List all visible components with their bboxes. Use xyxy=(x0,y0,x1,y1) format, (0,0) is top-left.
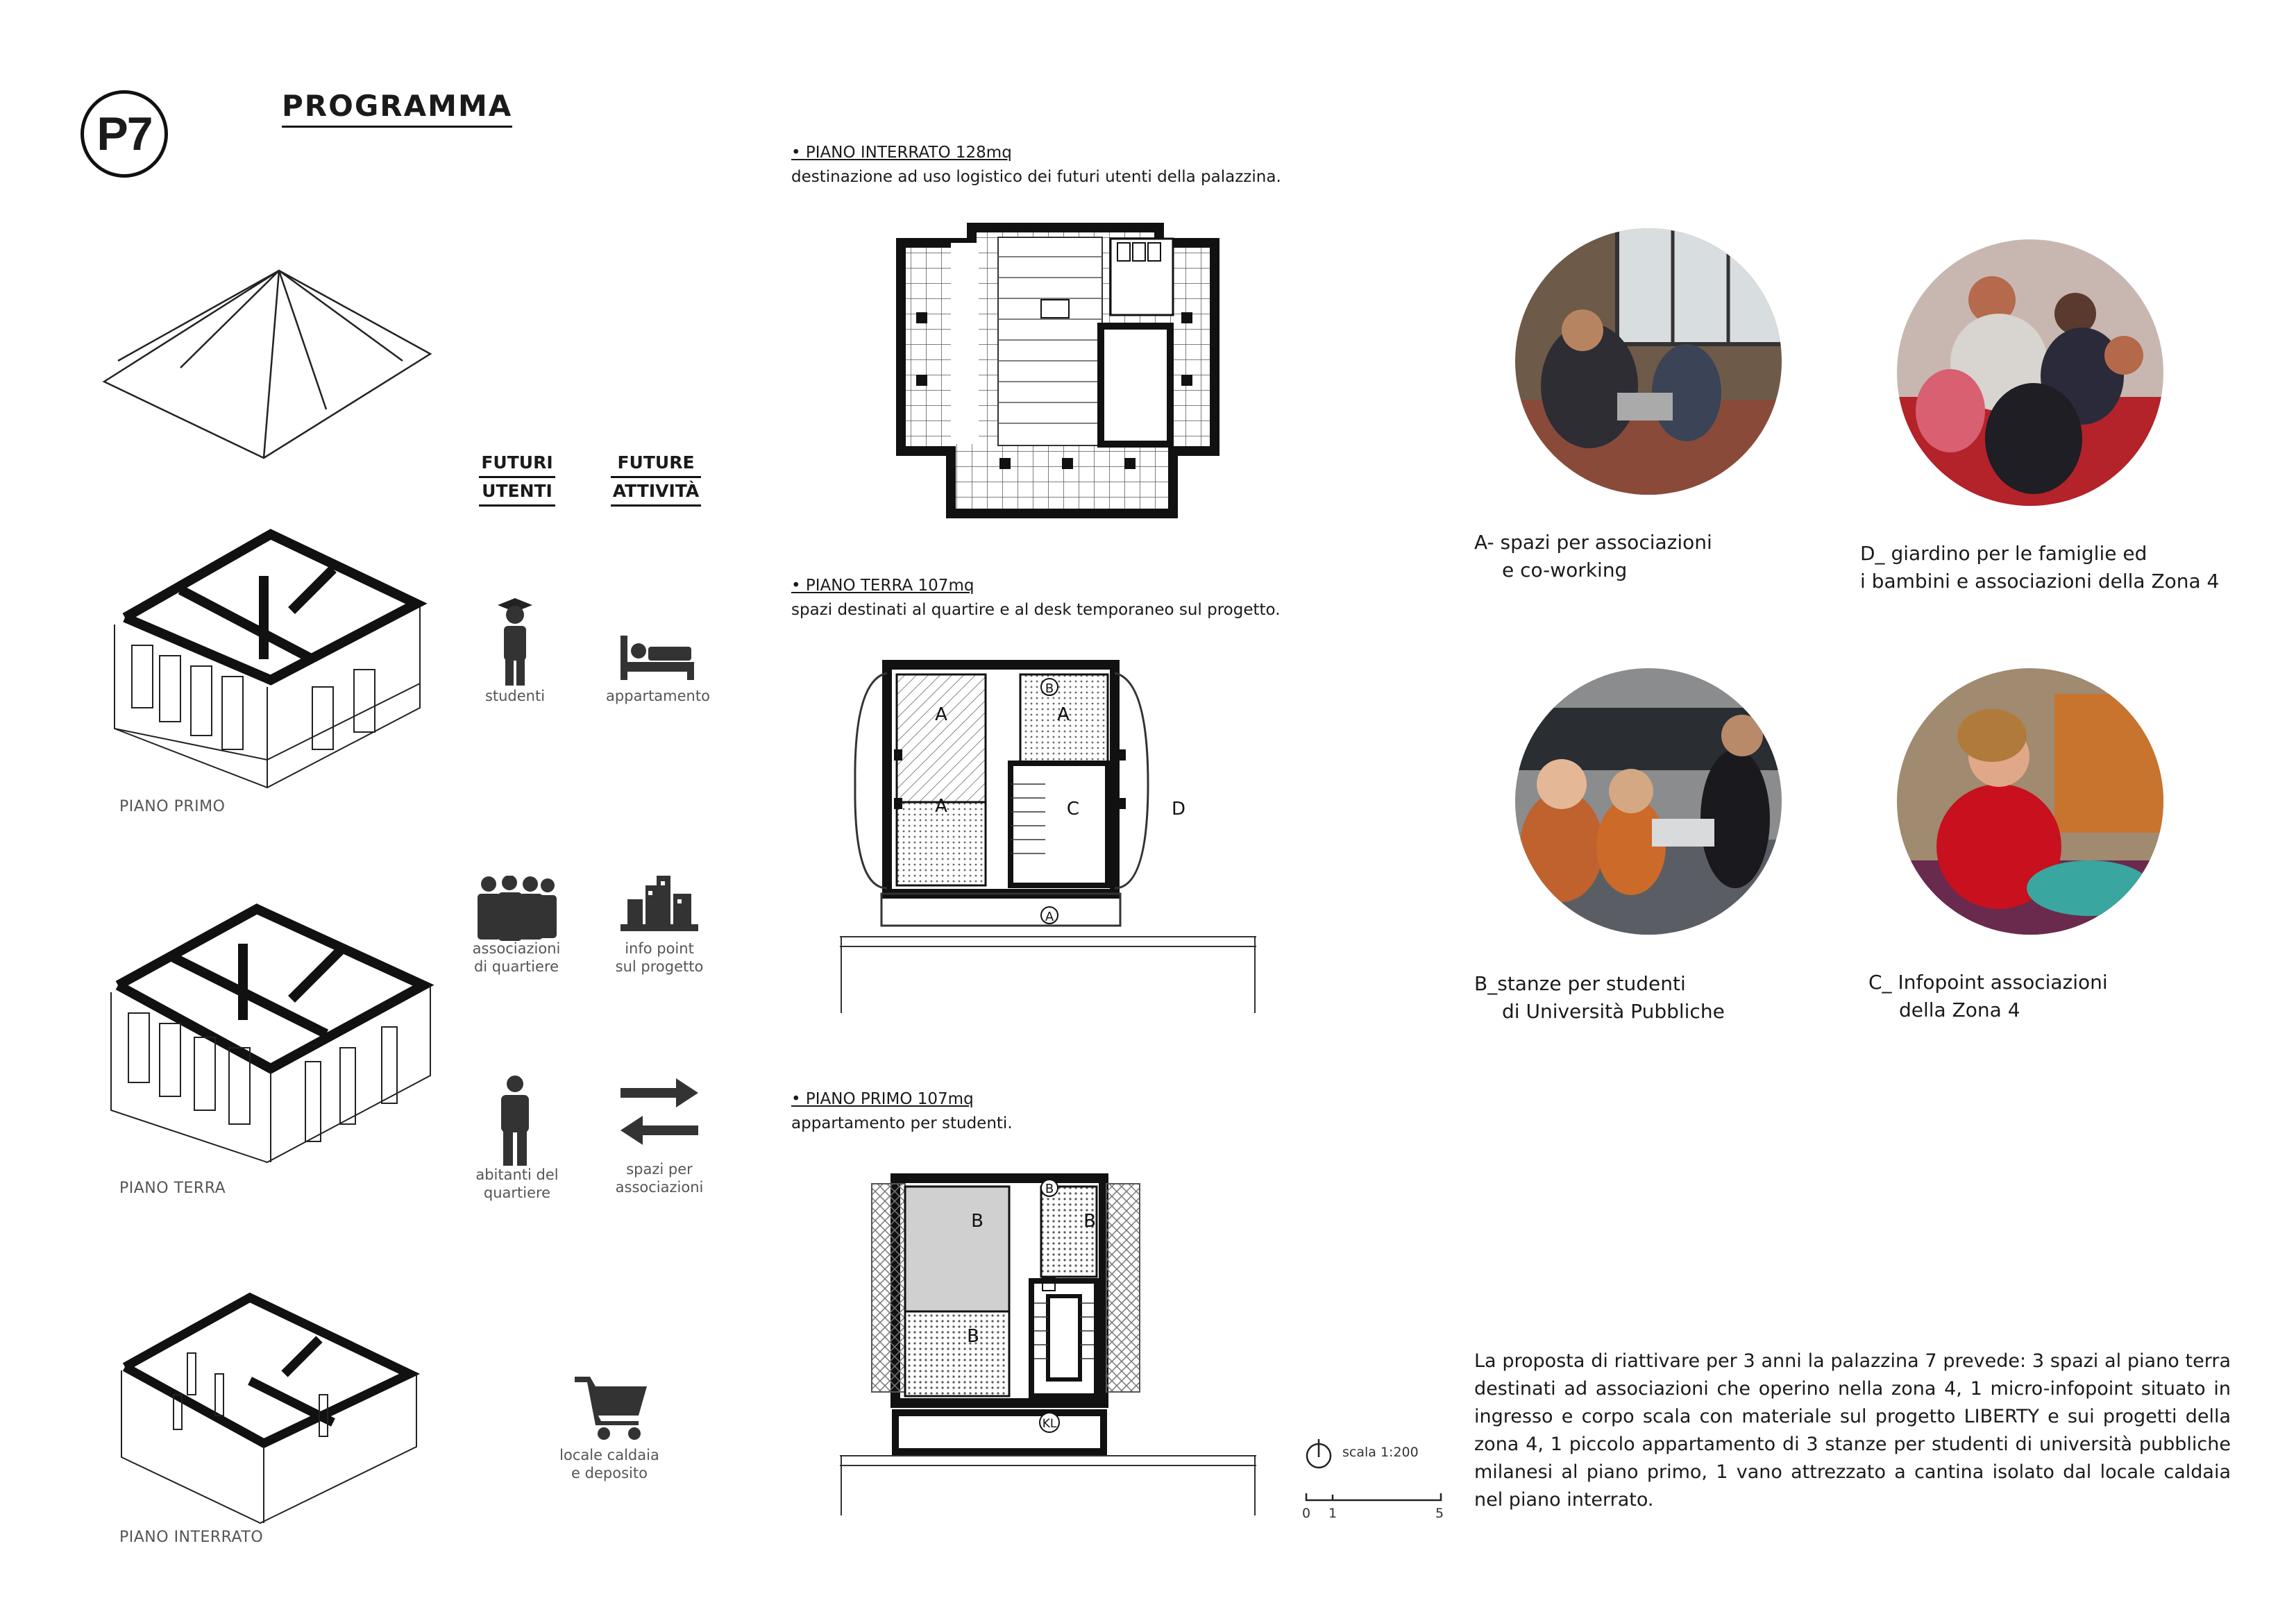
caption-circle-c: C_ Infopoint associazioni della Zona 4 xyxy=(1868,971,2108,1021)
header-future-attivita: FUTURE ATTIVITÀ xyxy=(611,450,701,507)
room-label-b-2: B xyxy=(1083,1211,1096,1232)
label-piano-interrato: PIANO INTERRATO xyxy=(119,1529,264,1546)
caption-infopoint: info point sul progetto xyxy=(615,940,704,975)
axon-piano-primo xyxy=(104,527,444,791)
room-label-b-1: B xyxy=(971,1211,984,1232)
caption-spazi: spazi per associazioni xyxy=(615,1161,704,1196)
plan-interrato xyxy=(895,222,1222,520)
resident-icon xyxy=(496,1076,534,1167)
description-paragraph: La proposta di riattivare per 3 anni la palazzina 7 prevede: 3 spazi al piano terra destinati ad associazioni che operino nella zona 4, 1 micro-infopoint situato in ingresso e corpo scala con materiale sul progetto LIBERTY e sui progetti della zona 4, 1 piccolo appartamento di 3 stanze per studenti di università pubbliche milanesi al piano primo, 1 vano attrezzato a cantina isolato dal locale caldaia nel piano interrato. xyxy=(1474,1350,2231,1511)
plan-sub-terra: spazi destinati al quartire e al desk temporaneo sul progetto. xyxy=(791,601,1281,619)
scale-tick-1: 1 xyxy=(1328,1506,1337,1521)
room-label-a-3: A xyxy=(1057,704,1070,725)
community-group-icon xyxy=(475,876,558,941)
student-icon xyxy=(494,598,536,688)
plan-sub-primo: appartamento per studenti. xyxy=(791,1114,1013,1132)
caption-abitanti: abitanti del quartiere xyxy=(475,1166,559,1201)
roof-axonometric xyxy=(97,257,458,465)
plan-title-interrato: • PIANO INTERRATO 128mq xyxy=(791,144,1012,162)
room-label-c: C xyxy=(1066,799,1080,819)
label-piano-terra: PIANO TERRA xyxy=(119,1180,226,1197)
scale-label: scala 1:200 xyxy=(1342,1445,1419,1460)
page-title: PROGRAMMA xyxy=(282,89,512,128)
shopping-cart-icon xyxy=(575,1377,647,1441)
caption-studenti: studenti xyxy=(484,688,546,704)
scale-bar xyxy=(1305,1492,1444,1506)
plan-primo xyxy=(840,1157,1270,1518)
room-label-a-2: A xyxy=(935,796,947,817)
label-piano-primo: PIANO PRIMO xyxy=(119,798,226,815)
north-arrow-icon xyxy=(1305,1436,1333,1471)
photo-garden-families xyxy=(1895,237,2166,508)
plan-sub-interrato: destinazione ad uso logistico dei futuri utenti della palazzina. xyxy=(791,168,1281,186)
badge-text: P7 xyxy=(96,108,152,160)
room-label-kl: KL xyxy=(1042,1417,1057,1431)
caption-associazioni: associazioni di quartiere xyxy=(472,940,561,975)
caption-circle-b: B_stanze per studenti di Università Pubbliche xyxy=(1474,972,1725,1023)
caption-locale: locale caldaia e deposito xyxy=(559,1447,659,1481)
room-label-b: B xyxy=(1045,681,1054,696)
header-futuri-utenti: FUTURI UTENTI xyxy=(479,450,555,507)
axon-piano-interrato xyxy=(111,1291,430,1527)
room-label-a-entry: A xyxy=(1045,910,1054,924)
room-label-b-stair: B xyxy=(1045,1182,1054,1196)
room-label-a-1: A xyxy=(935,704,947,725)
photo-infopoint xyxy=(1895,666,2166,937)
plan-terra xyxy=(840,645,1270,1020)
photo-students-rooms xyxy=(1513,666,1784,937)
page-badge xyxy=(81,90,168,178)
exchange-arrows-icon xyxy=(621,1078,698,1145)
plan-title-terra: • PIANO TERRA 107mq xyxy=(791,577,974,595)
room-label-d: D xyxy=(1171,799,1186,819)
axon-piano-terra xyxy=(104,902,444,1166)
photo-coworking xyxy=(1513,226,1784,497)
caption-circle-d: D_ giardino per le famiglie ed i bambini e associazioni della Zona 4 xyxy=(1860,542,2220,593)
room-label-b-3: B xyxy=(967,1326,979,1347)
bed-icon xyxy=(621,636,694,680)
caption-appartamento: appartamento xyxy=(606,688,710,704)
scale-tick-5: 5 xyxy=(1435,1506,1444,1521)
caption-circle-a: A- spazi per associazioni e co-working xyxy=(1474,531,1712,581)
plan-title-primo: • PIANO PRIMO 107mq xyxy=(791,1090,974,1108)
info-point-icon xyxy=(621,876,698,931)
scale-tick-0: 0 xyxy=(1302,1506,1311,1521)
